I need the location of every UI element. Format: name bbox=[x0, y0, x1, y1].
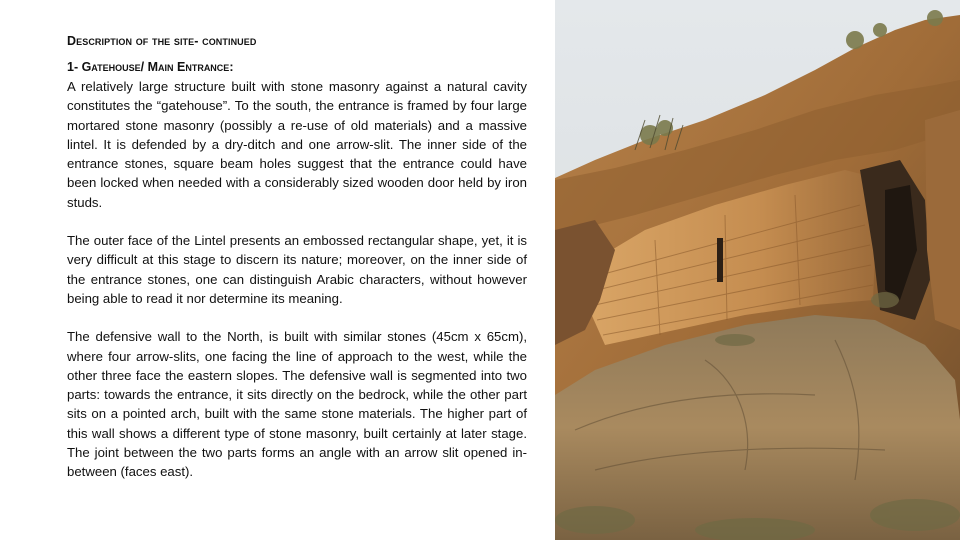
paragraph-lintel: The outer face of the Lintel presents an embossed rectangular shape, yet, it is very difficult at this stage to discern its nature; moreover, on the inner side of the entrance stones, one can distinguish Arabic characters, without however being able to read it nor determine its meaning. bbox=[67, 233, 527, 306]
gatehouse-rock-photo bbox=[555, 0, 960, 540]
paragraph-gatehouse: A relatively large structure built with stone masonry against a natural cavity constitutes the “gatehouse”. To the south, the entrance is framed by four large mortared stone masonry (possibly a re-use of old materials) and a massive lintel. It is defended by a dry-ditch and one arrow-slit. The inner side of the entrance stones, square beam holes suggest that the entrance could have been locked when needed with a considerably sized wooden door held by iron studs. bbox=[67, 79, 527, 210]
paragraph-defensive-wall: The defensive wall to the North, is built with similar stones (45cm x 65cm), where four arrow-slits, one facing the line of approach to the west, while the other three face the eastern slopes. The defensive wall is segmented into two parts: towards the entrance, it sits directly on the bedrock, while the other part sits on a pointed arch, built with the same stone materials. The higher part of this wall shows a different type of stone masonry, built certainly at later stage. The joint between the two parts forms an angle with an arrow slit opened in-between (faces east). bbox=[67, 329, 527, 480]
section-subtitle: 1- Gatehouse/ Main Entrance: bbox=[67, 60, 234, 74]
section-title: Description of the site- continued bbox=[67, 34, 257, 48]
arrow-slit bbox=[717, 238, 723, 282]
site-photo bbox=[555, 0, 960, 540]
text-column bbox=[67, 34, 527, 501]
